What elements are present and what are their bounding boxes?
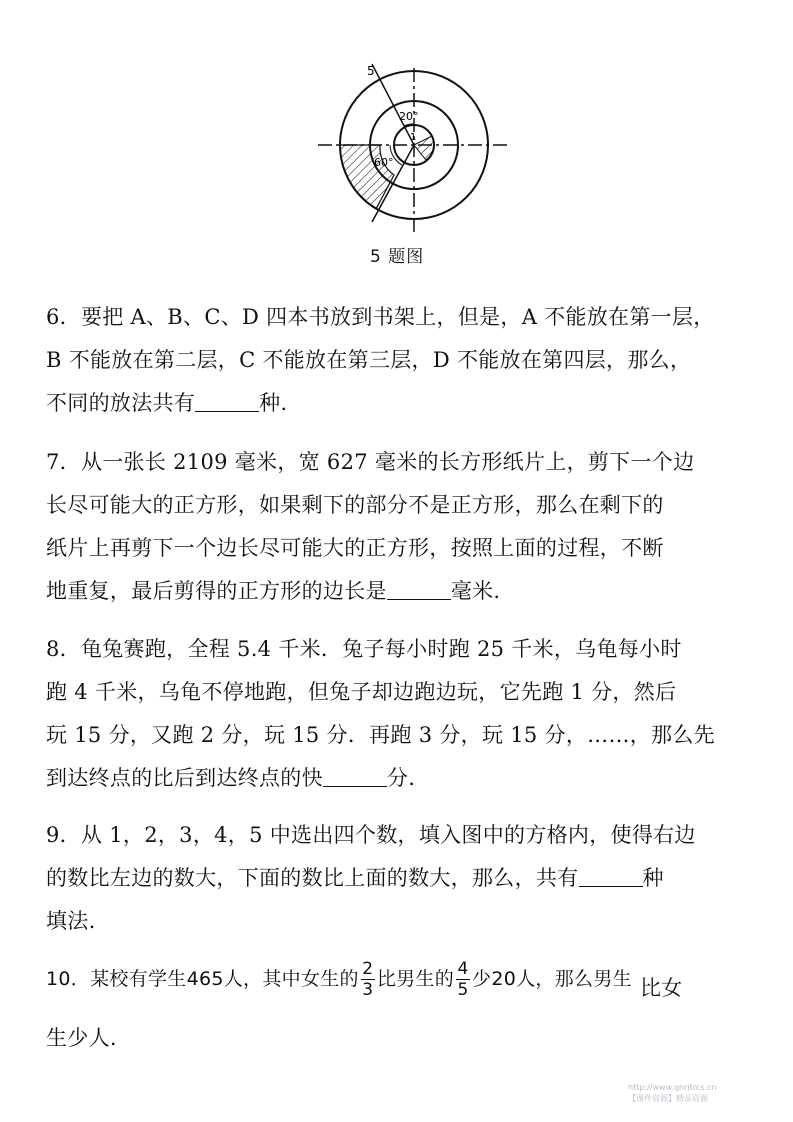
problem-text-line: 6．要把 A、B、C、D 四本书放到书架上，但是，A 不能放在第一层，: [46, 305, 715, 329]
problem-text-line: 生少人.: [46, 1026, 117, 1050]
problem-6: [46, 296, 752, 425]
figure-caption: 5 题图: [370, 247, 425, 267]
problem-7: [46, 441, 752, 613]
fraction-four-fifths: $\frac{4}{5}$: [457, 959, 469, 1000]
problem-9: [46, 814, 752, 943]
problem-text-tail: 比女: [639, 976, 683, 1000]
problem-10: [46, 950, 752, 1060]
angle-label-bottom: 60°: [374, 156, 394, 169]
angle-label-top: 20°: [399, 110, 419, 123]
problem-text-line: 8．龟兔赛跑，全程 5.4 千米．兔子每小时跑 25 千米，乌龟每小时: [46, 637, 682, 661]
problem-text-line: 10．某校有学生465人，其中女生的 $\frac{2}{3}$ 比男生的 $\frac{4}{5}$ 少20人，那么男生 比女: [46, 959, 683, 1000]
problem-text-line: 不同的放法共有 种.: [46, 382, 752, 425]
problem-text-line: 的数比左边的数大，下面的数比上面的数大，那么，共有 种: [46, 857, 752, 900]
answer-blank[interactable]: [195, 385, 259, 412]
problem-text-line: 纸片上再剪下一个边长尽可能大的正方形，按照上面的过程，不断: [46, 536, 664, 560]
problem-text-line: 7．从一张长 2109 毫米，宽 627 毫米的长方形纸片上，剪下一个边: [46, 450, 695, 474]
ray-label: 5: [367, 64, 375, 78]
problem-text-line: 9．从 1，2，3，4，5 中选出四个数，填入图中的方格内，使得右边: [46, 823, 696, 847]
problem-text-line: 地重复，最后剪得的正方形的边长是 毫米.: [46, 570, 752, 613]
center-label: 1: [410, 132, 417, 143]
problem-text-line: B 不能放在第二层，C 不能放在第三层，D 不能放在第四层，那么，: [46, 348, 692, 372]
problem-8: [46, 628, 752, 800]
answer-blank[interactable]: [387, 573, 451, 600]
ray-line-top: [372, 64, 417, 145]
problem-text-line: 跑 4 千米，乌龟不停地跑，但兔子却边跑边玩，它先跑 1 分，然后: [46, 680, 677, 704]
problem-text-line: 到达终点的比后到达终点的快 分.: [46, 757, 752, 800]
fraction-two-thirds: $\frac{2}{3}$: [362, 959, 374, 1000]
problem-text-line: 玩 15 分，又跑 2 分，玩 15 分．再跑 3 分，玩 15 分，……，那么先: [46, 723, 715, 747]
watermark: http://www.qnrjtrcs.cn 【课件资源】精品资源: [628, 1083, 717, 1103]
problem-text-line: 填法.: [46, 909, 96, 933]
answer-blank[interactable]: [579, 860, 643, 887]
problem-text-line: 长尽可能大的正方形，如果剩下的部分不是正方形，那么在剩下的: [46, 493, 664, 517]
answer-blank[interactable]: [323, 760, 387, 787]
